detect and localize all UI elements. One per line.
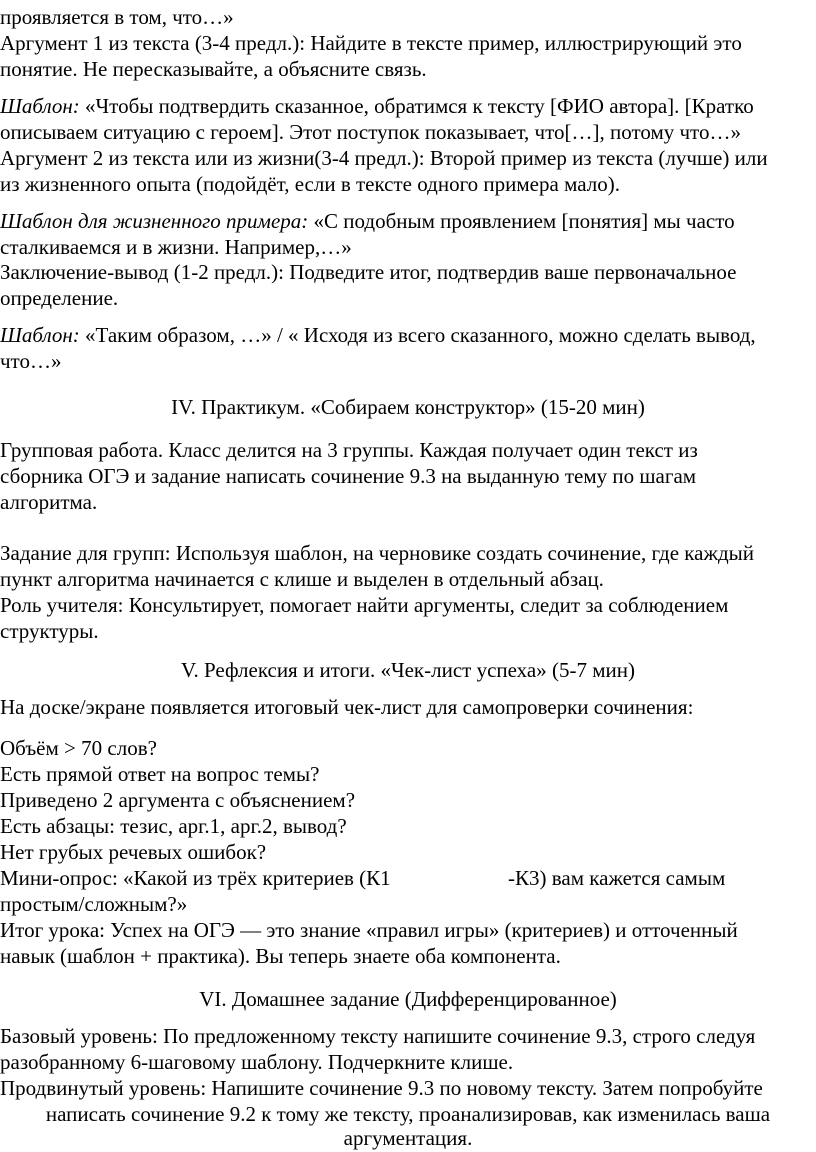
checklist-item: Нет грубых речевых ошибок? — [0, 840, 267, 864]
group-task-text: Задание для групп: Используя шаблон, на черновике создать сочинение, где каждый — [0, 541, 755, 565]
template3-line — [0, 321, 756, 349]
template-text: «Таким образом, …» / « Исходя из всего сказанного, можно сделать вывод, — [79, 323, 756, 347]
homework-basic: Базовый уровень: По предложенному тексту напишите сочинение 9.3, строго следуя — [0, 1024, 756, 1048]
template2-text: сталкиваемся и в жизни. Например,…» — [0, 235, 352, 259]
homework-advanced: написать сочинение 9.2 к тому же тексту, проанализировав, как изменилась ваша — [45, 1102, 771, 1126]
homework-basic: разобранному 6-шаговому шаблону. Подчеркните клише. — [0, 1050, 514, 1074]
template2-line — [0, 207, 735, 235]
lesson-summary: навык (шаблон + практика). Вы теперь знаете оба компонента. — [0, 944, 561, 968]
template-text: «С подобным проявлением [понятия] мы часто — [308, 209, 735, 233]
conclusion-text: Заключение-вывод (1-2 предл.): Подведите итог, подтвердив ваше первоначальное — [0, 260, 737, 284]
conclusion-text: определение. — [0, 286, 119, 310]
homework-advanced: аргументация. — [343, 1126, 473, 1150]
argument1-text: понятие. Не пересказывайте, а объясните связь. — [0, 57, 427, 81]
paragraph-line: проявляется в том, что…» — [0, 5, 234, 29]
teacher-role-text: структуры. — [0, 619, 99, 643]
argument2-text: Аргумент 2 из текста или из жизни(3-4 предл.): Второй пример из текста (лучше) или — [0, 146, 768, 170]
teacher-role-text: Роль учителя: Консультирует, помогает найти аргументы, следит за соблюдением — [0, 593, 729, 617]
group-work-text: сборника ОГЭ и задание написать сочинение 9.3 на выданную тему по шагам — [0, 464, 697, 488]
checklist-item: Приведено 2 аргумента с объяснением? — [0, 788, 356, 812]
checklist-item: Есть прямой ответ на вопрос темы? — [0, 762, 320, 786]
section-heading: IV. Практикум. «Собираем конструктор» (15-20 мин) — [171, 395, 645, 419]
lesson-summary: Итог урока: Успех на ОГЭ — это знание «правил игры» (критериев) и отточенный — [0, 918, 738, 942]
template1-text: описываем ситуацию с героем]. Этот поступок показывает, что[…], потому что…» — [0, 120, 741, 144]
section-heading: V. Рефлексия и итоги. «Чек-лист успеха» (5-7 мин) — [181, 658, 635, 682]
template3-text: что…» — [0, 349, 62, 373]
miniquiz-text: простым/сложным?» — [0, 892, 188, 916]
template-text: «Чтобы подтвердить сказанное, обратимся к тексту [ФИО автора]. [Кратко — [79, 94, 754, 118]
template-label: Шаблон: — [0, 94, 80, 118]
argument2-text: из жизненного опыта (подойдёт, если в тексте одного примера мало). — [0, 172, 620, 196]
template1-line — [0, 92, 754, 120]
checklist-item: Объём > 70 слов? — [0, 736, 157, 760]
miniquiz-text: -К3) вам кажется самым — [508, 866, 726, 890]
argument1-text: Аргумент 1 из текста (3-4 предл.): Найдите в тексте пример, иллюстрирующий это — [0, 31, 742, 55]
group-task-text: пункт алгоритма начинается с клише и выделен в отдельный абзац. — [0, 567, 604, 591]
homework-advanced: Продвинутый уровень: Напишите сочинение 9.3 по новому тексту. Затем попробуйте — [0, 1076, 763, 1100]
section-heading: VI. Домашнее задание (Дифференцированное) — [199, 987, 617, 1011]
group-work-text: алгоритма. — [0, 490, 98, 514]
checklist-intro: На доске/экране появляется итоговый чек-лист для самопроверки сочинения: — [0, 695, 694, 719]
group-work-text: Групповая работа. Класс делится на 3 группы. Каждая получает один текст из — [0, 438, 698, 462]
template-label: Шаблон: — [0, 323, 80, 347]
checklist-item: Есть абзацы: тезис, арг.1, арг.2, вывод? — [0, 814, 347, 838]
miniquiz-text: Мини-опрос: «Какой из трёх критериев (К1 — [0, 866, 391, 890]
template-label: Шаблон для жизненного примера: — [0, 209, 309, 233]
